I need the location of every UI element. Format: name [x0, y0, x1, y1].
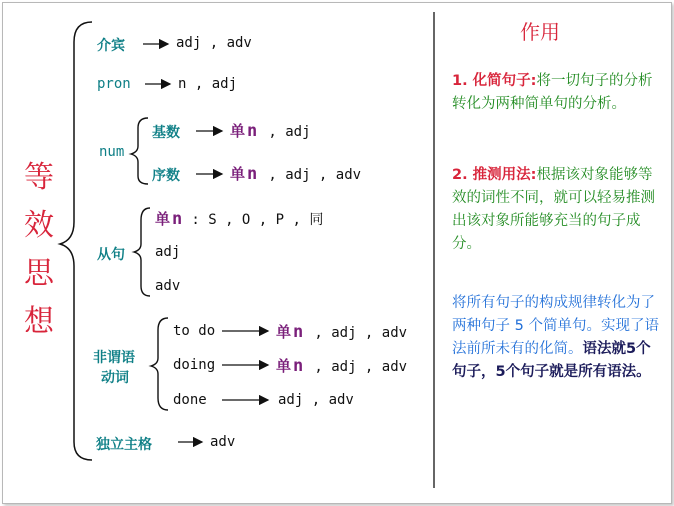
- label-feiwei-1: 非谓语: [93, 350, 135, 366]
- target-xushu: [230, 163, 361, 184]
- label-congju: 从句: [97, 247, 125, 263]
- target-done: adj , adv: [278, 392, 354, 408]
- paragraph-2: [452, 164, 664, 256]
- rest-xushu: , adj , adv: [268, 167, 362, 183]
- p3-tail: 语法就5个句子，5个句子就是所有语法。: [452, 341, 651, 380]
- n-todo: n: [293, 322, 304, 342]
- p1-head: 1. 化简句子:: [452, 73, 537, 89]
- target-jishu: [230, 120, 311, 141]
- main-brace: [60, 22, 92, 460]
- dan-jishu: 单: [230, 122, 246, 140]
- paragraph-1: [452, 70, 664, 116]
- target-congju-3: adv: [155, 278, 181, 294]
- main-label-char-2: 效: [24, 208, 54, 243]
- label-xushu: 序数: [152, 168, 180, 184]
- target-todo: [276, 321, 407, 342]
- dan-doing: 单: [276, 357, 292, 375]
- n-jishu: n: [247, 121, 258, 141]
- label-jieyin: 介宾: [97, 38, 125, 54]
- p3-body: 将所有句子的构成规律转化为了两种句子 5 个简单句。实现了语法前所未有的化简。: [452, 295, 659, 357]
- main-label-char-1: 等: [24, 160, 54, 195]
- main-label-char-4: 想: [24, 304, 54, 339]
- rest-doing: , adj , adv: [314, 359, 408, 375]
- label-feiwei-2: 动词: [101, 370, 129, 386]
- label-todo: to do: [173, 323, 216, 339]
- n-doing: n: [293, 356, 304, 376]
- label-doing: doing: [173, 357, 216, 373]
- label-done: done: [173, 392, 207, 408]
- target-pron: n , adj: [178, 76, 238, 92]
- label-duli: 独立主格: [96, 437, 152, 453]
- rest-todo: , adj , adv: [314, 325, 408, 341]
- target-congju-1: [155, 208, 323, 229]
- n-xushu: n: [247, 164, 258, 184]
- target-doing: [276, 355, 407, 376]
- main-label-char-3: 思: [24, 256, 54, 291]
- label-pron: pron: [97, 76, 131, 92]
- paragraph-3: [452, 292, 664, 384]
- num-brace: [131, 118, 148, 184]
- p2-head: 2. 推测用法:: [452, 167, 537, 183]
- rest-congju: : S , O , P , 同: [191, 212, 324, 228]
- target-congju-2: adj: [155, 244, 181, 260]
- dan-xushu: 单: [230, 165, 246, 183]
- label-jishu: 基数: [152, 125, 180, 141]
- p2-body: 根据该对象能够等效的词性不同，就可以轻易推测出该对象所能够充当的句子成分。: [452, 167, 655, 252]
- target-jieyin: adj , adv: [176, 35, 252, 51]
- dan-todo: 单: [276, 323, 292, 341]
- right-title: 作用: [520, 20, 560, 44]
- label-num: num: [99, 144, 125, 160]
- congju-brace: [134, 208, 150, 296]
- dan-congju: 单: [155, 210, 171, 228]
- p1-body: 将一切句子的分析转化为两种简单句的分析。: [452, 73, 653, 112]
- rest-jishu: , adj: [268, 124, 311, 140]
- target-duli: adv: [210, 434, 236, 450]
- feiwei-brace: [151, 318, 168, 410]
- n-congju: n: [172, 209, 183, 229]
